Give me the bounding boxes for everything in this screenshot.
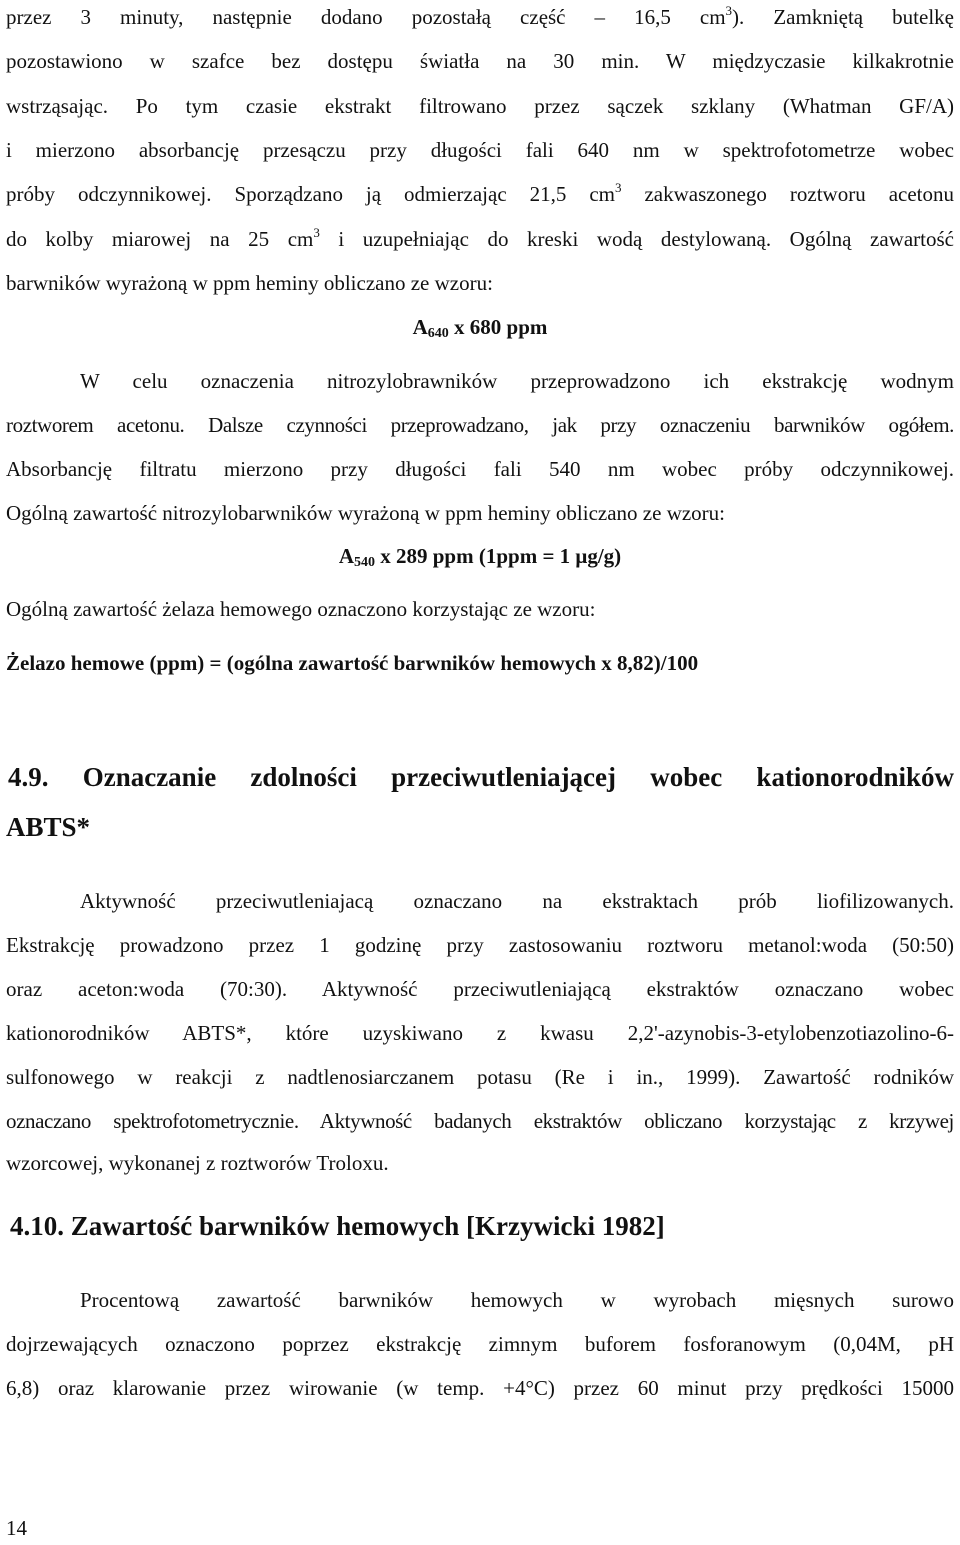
formula-absorbance-540: $A_{540}$ x 289 ppm (1ppm = 1 μg/g): [338, 544, 622, 570]
paragraph-line: Procentową zawartość barwników hemowych w wyrobach mięsnych surowo: [80, 1288, 954, 1312]
paragraph-line: wstrząsając. Po tym czasie ekstrakt filtrowano przez sączek szklany (Whatman GF/A): [6, 94, 954, 118]
formula-absorbance-640: $A_{640}$ x 680 ppm: [412, 315, 548, 341]
paragraph-line: dojrzewających oznaczono poprzez ekstrakcję zimnym buforem fosforanowym (0,04M, pH: [6, 1332, 954, 1356]
paragraph-line: i mierzono absorbancję przesączu przy długości fali 640 nm w spektrofotometrze wobec: [6, 138, 954, 162]
paragraph-line: pozostawiono w szafce bez dostępu światła na 30 min. W międzyczasie kilkakrotnie: [6, 49, 954, 73]
paragraph-line: W celu oznaczenia nitrozylobrawników przeprowadzono ich ekstrakcję wodnym: [80, 369, 954, 393]
paragraph-line: Ogólną zawartość nitrozylobarwników wyrażoną w ppm heminy obliczano ze wzoru:: [6, 501, 726, 525]
paragraph-line: roztworem acetonu. Dalsze czynności przeprowadzano, jak przy oznaczeniu barwników ogółem.: [6, 413, 954, 437]
paragraph-line: próby odczynnikowej. Sporządzano ją odmierzając 21,5 $cm^3$ zakwaszonego roztworu acetonu: [6, 180, 954, 206]
paragraph-line: oznaczano spektrofotometrycznie. Aktywność badanych ekstraktów obliczano korzystając z krzywej: [6, 1109, 954, 1133]
formula-heme-iron: Żelazo hemowe (ppm) = (ogólna zawartość barwników hemowych x 8,82)/100: [6, 651, 699, 675]
paragraph-line: wzorcowej, wykonanej z roztworów Troloxu.: [6, 1151, 389, 1175]
paragraph-line: 6,8) oraz klarowanie przez wirowanie (w temp. +4°C) przez 60 minut przy prędkości 15000: [6, 1376, 954, 1400]
paragraph-line: Ekstrakcję prowadzono przez 1 godzinę przy zastosowaniu roztworu metanol:woda (50:50): [6, 933, 954, 957]
section-heading-4-9-cont: ABTS*: [6, 812, 91, 842]
paragraph-line: Ogólną zawartość żelaza hemowego oznaczono korzystając ze wzoru:: [6, 597, 596, 621]
paragraph-line: oraz aceton:woda (70:30). Aktywność przeciwutleniającą ekstraktów oznaczano wobec: [6, 977, 954, 1001]
paragraph-line: przez 3 minuty, następnie dodano pozostałą część – 16,5 $cm^3$). Zamkniętą butelkę: [6, 3, 954, 29]
paragraph-line: do kolby miarowej na 25 $cm^3$ i uzupełniając do kreski wodą destylowaną. Ogólną zawartość: [6, 225, 954, 251]
paragraph-line: sulfonowego w reakcji z nadtlenosiarczanem potasu (Re i in., 1999). Zawartość rodników: [6, 1065, 954, 1089]
section-heading-4-10: 4.10. Zawartość barwników hemowych [Krzywicki 1982]: [10, 1211, 665, 1241]
paragraph-line: barwników wyrażoną w ppm heminy obliczano ze wzoru:: [6, 271, 493, 295]
section-heading-4-9: 4.9. Oznaczanie zdolności przeciwutleniającej wobec kationorodników: [8, 762, 954, 792]
paragraph-line: kationorodników ABTS*, które uzyskiwano z kwasu 2,2'-azynobis-3-etylobenzotiazolino-6-: [6, 1021, 954, 1045]
page-number: 14: [6, 1516, 27, 1540]
paragraph-line: Absorbancję filtratu mierzono przy długości fali 540 nm wobec próby odczynnikowej.: [6, 457, 954, 481]
paragraph-line: Aktywność przeciwutleniajacą oznaczano na ekstraktach prób liofilizowanych.: [80, 889, 954, 913]
